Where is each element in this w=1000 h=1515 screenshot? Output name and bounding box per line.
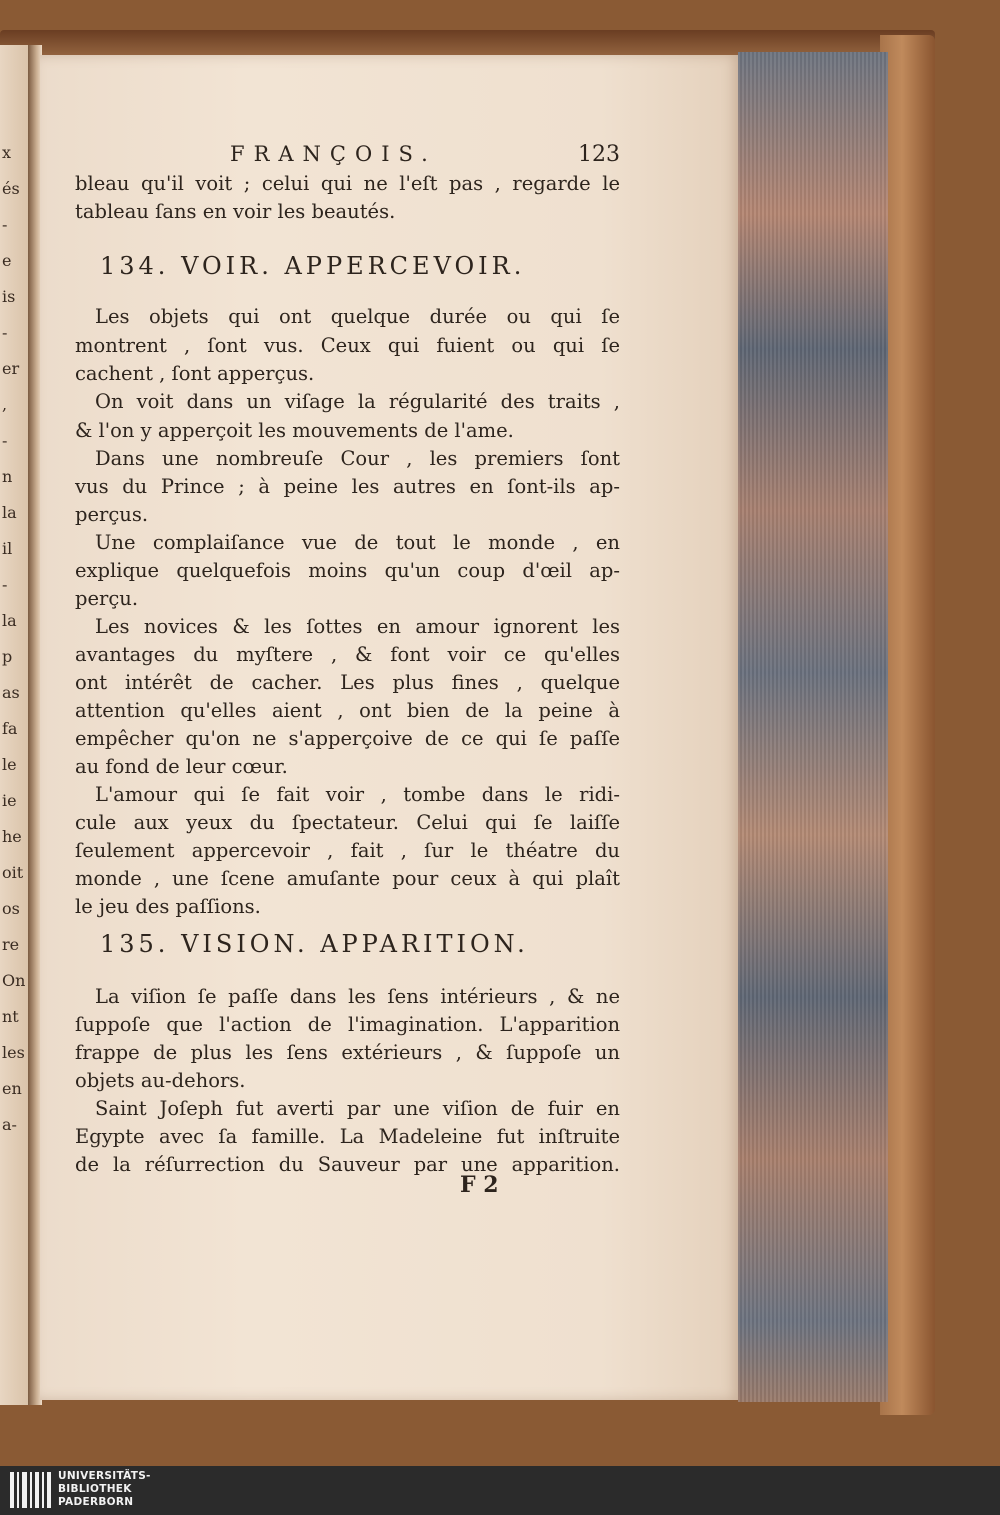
- left-page-fragment: oit: [2, 863, 24, 882]
- text-line: le jeu des paſſions.: [75, 895, 261, 918]
- text-line: L'amour qui ſe fait voir , tombe dans le ridi-: [95, 783, 620, 806]
- text-line: Les objets qui ont quelque durée ou qui ſe: [95, 305, 620, 328]
- signature-mark: F 2: [460, 1172, 499, 1198]
- left-page-fragment: -: [2, 323, 8, 342]
- section-heading: 134. VOIR. APPERCEVOIR.: [100, 252, 526, 280]
- left-page-fragment: he: [2, 827, 22, 846]
- text-line: frappe de plus les ſens extérieurs , & ſuppoſe un: [75, 1041, 620, 1064]
- logo-line-2: BIBLIOTHEK: [58, 1483, 132, 1495]
- text-line: au fond de leur cœur.: [75, 755, 288, 778]
- text-line: Egypte avec ſa famille. La Madeleine fut inſtruite: [75, 1125, 620, 1148]
- marbled-fore-edge: [738, 52, 888, 1402]
- text-line: ſeulement appercevoir , fait , ſur le théatre du: [75, 839, 620, 862]
- left-page-fragment: -: [2, 575, 8, 594]
- running-title: FRANÇOIS.: [230, 142, 437, 166]
- text-line: cachent , ſont apperçus.: [75, 362, 315, 385]
- text-line: perçu.: [75, 587, 139, 610]
- text-line: ont intérêt de cacher. Les plus fines , quelque: [75, 671, 620, 694]
- text-line: ſuppoſe que l'action de l'imagination. L'apparition: [75, 1013, 620, 1036]
- logo-line-1: UNIVERSITÄTS-: [58, 1470, 151, 1482]
- running-head: [75, 142, 620, 172]
- text-line: Dans une nombreuſe Cour , les premiers ſont: [95, 447, 620, 470]
- text-line: Les novices & les ſottes en amour ignorent les: [95, 615, 620, 638]
- left-page-fragment: n: [2, 467, 13, 486]
- text-line: monde , une ſcene amuſante pour ceux à qui plaît: [75, 867, 620, 890]
- left-page-fragment: en: [2, 1079, 22, 1098]
- left-page-fragment: ,: [2, 395, 8, 414]
- text-line: avantages du myſtere , & font voir ce qu'elles: [75, 643, 620, 666]
- left-page-fragment: is: [2, 287, 16, 306]
- text-line: Une complaiſance vue de tout le monde , en: [95, 531, 620, 554]
- text-line: cule aux yeux du ſpectateur. Celui qui ſe laiſſe: [75, 811, 620, 834]
- text-line: vus du Prince ; à peine les autres en ſont-ils ap-: [75, 475, 620, 498]
- left-page-fragment: e: [2, 251, 12, 270]
- left-page-edge: [0, 45, 30, 1405]
- text-line: montrent , ſont vus. Ceux qui fuient ou qui ſe: [75, 334, 620, 357]
- left-page-fragment: és: [2, 179, 20, 198]
- text-line: explique quelquefois moins qu'un coup d'œil ap-: [75, 559, 620, 582]
- left-page-fragment: -: [2, 431, 8, 450]
- text-line: de la réſurrection du Sauveur par une apparition.: [75, 1153, 620, 1176]
- library-logo-icon: [10, 1472, 52, 1508]
- left-page-fragment: er: [2, 359, 20, 378]
- left-page-fragment: les: [2, 1043, 25, 1062]
- section-heading: 135. VISION. APPARITION.: [100, 930, 529, 958]
- text-line: bleau qu'il voit ; celui qui ne l'eſt pas , regarde le: [75, 172, 620, 195]
- left-page-fragment: p: [2, 647, 13, 666]
- library-logo-text: [58, 1470, 151, 1509]
- library-footer: [0, 1466, 1000, 1515]
- left-page-fragment: nt: [2, 1007, 19, 1026]
- left-page-fragment: fa: [2, 719, 18, 738]
- text-line: objets au-dehors.: [75, 1069, 246, 1092]
- left-page-fragment: la: [2, 503, 17, 522]
- book-cover-right: [880, 35, 935, 1415]
- left-page-fragment: re: [2, 935, 20, 954]
- text-line: attention qu'elles aient , ont bien de la peine à: [75, 699, 620, 722]
- left-page-fragment: le: [2, 755, 17, 774]
- left-page-fragment: a-: [2, 1115, 17, 1134]
- left-page-fragment: -: [2, 215, 8, 234]
- page-number: 123: [578, 142, 620, 167]
- left-page-fragment: ie: [2, 791, 17, 810]
- text-line: empêcher qu'on ne s'apperçoive de ce qui ſe paſſe: [75, 727, 620, 750]
- text-line: perçus.: [75, 503, 149, 526]
- text-line: La viſion ſe paſſe dans les ſens intérieurs , & ne: [95, 985, 620, 1008]
- left-page-fragment: il: [2, 539, 13, 558]
- left-page-fragment: la: [2, 611, 17, 630]
- left-page-fragment: On: [2, 971, 26, 990]
- text-line: tableau ſans en voir les beautés.: [75, 200, 396, 223]
- text-line: On voit dans un viſage la régularité des traits ,: [95, 390, 620, 413]
- left-page-fragment: as: [2, 683, 20, 702]
- left-page-fragment: os: [2, 899, 20, 918]
- logo-line-3: PADERBORN: [58, 1496, 134, 1508]
- left-page-fragment: x: [2, 143, 12, 162]
- text-line: & l'on y apperçoit les mouvements de l'ame.: [75, 419, 514, 442]
- text-line: Saint Joſeph fut averti par une viſion de fuir en: [95, 1097, 620, 1120]
